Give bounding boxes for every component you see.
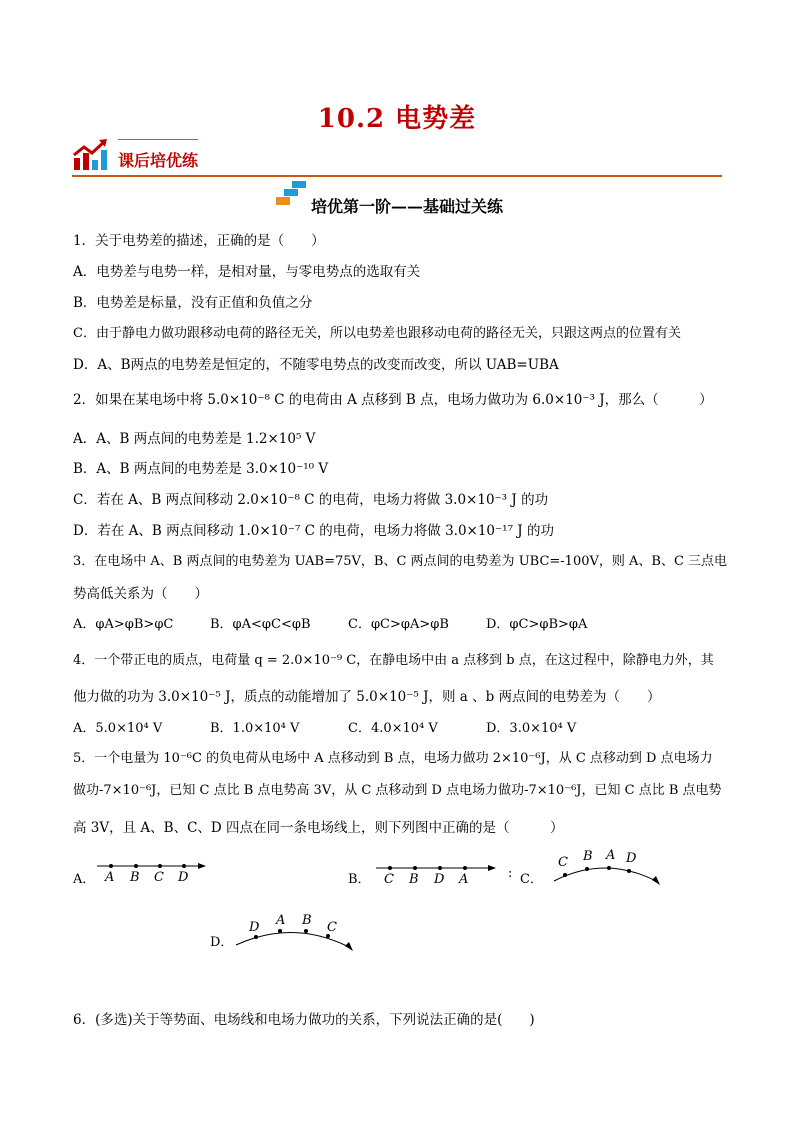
q5-separator: : (508, 866, 513, 881)
fig-d-label-3: B (302, 913, 312, 928)
q4-option-c: C．4.0×10⁴ V (348, 721, 438, 736)
q4-option-b: B．1.0×10⁴ V (210, 721, 300, 736)
q1-option-d: D．A、B两点的电势差是恒定的，不随零电势点的改变而改变，所以 UAB=UBA (73, 357, 559, 373)
fig-a-label-2: B (130, 870, 140, 885)
q2-option-b: B．A、B 两点间的电势差是 3.0×10⁻¹⁰ V (73, 461, 329, 477)
q2-option-d: D．若在 A、B 两点间移动 1.0×10⁻⁷ C 的电荷，电场力将做 3.0×10⁻¹⁷ J 的功 (73, 523, 554, 539)
q2-stem: 2．如果在某电场中将 5.0×10⁻⁸ C 的电荷由 A 点移到 B 点，电场力做功为 6.0×10⁻³ J，那么（ ） (73, 392, 713, 408)
section-accent-line (118, 139, 198, 140)
page-title: 10.2 电势差 (317, 104, 477, 134)
q1-option-b: B．电势差是标量，没有正值和负值之分 (73, 295, 313, 311)
q4-option-d: D．3.0×10⁴ V (486, 721, 577, 736)
fig-a-label-1: A (105, 870, 115, 885)
stairs-icon (276, 181, 308, 209)
q3-option-b: B．φA<φC<φB (210, 617, 311, 632)
q5-figure-a (94, 855, 214, 885)
q3-stem-line1: 3．在电场中 A、B 两点间的电势差为 UAB=75V，B、C 两点间的电势差为 UBC=-100V，则 A、B、C 三点电 (73, 554, 728, 569)
q5-stem-line1: 5．一个电量为 10⁻⁶C 的负电荷从电场中 A 点移动到 B 点，电场力做功 2×10⁻⁶J，从 C 点移动到 D 点电场力 (73, 751, 713, 766)
q3-option-c: C．φC>φA>φB (348, 617, 449, 632)
fig-a-label-4: D (178, 870, 189, 885)
q5-figure-c (550, 843, 665, 891)
fig-c-label-4: D (626, 851, 637, 866)
q5-figure-d (230, 907, 360, 955)
q3-stem-line2: 势高低关系为（ ） (73, 586, 208, 602)
q2-option-c: C．若在 A、B 两点间移动 2.0×10⁻⁸ C 的电荷，电场力将做 3.0×10⁻³ J 的功 (73, 492, 549, 508)
q5-stem-line2: 做功-7×10⁻⁶J，已知 C 点比 B 点电势高 3V，从 C 点移动到 D 点电场力做功-7×10⁻⁶J，已知 C 点比 B 点电势 (73, 783, 722, 798)
q5-figure-b (374, 857, 504, 887)
fig-c-label-2: B (583, 849, 593, 864)
fig-a-label-3: C (154, 870, 164, 885)
fig-b-label-2: B (409, 872, 419, 887)
fig-b-label-1: C (384, 872, 394, 887)
fig-b-label-4: A (459, 872, 469, 887)
q1-stem: 1．关于电势差的描述，正确的是（ ） (73, 233, 325, 249)
q1-option-a: A．电势差与电势一样，是相对量，与零电势点的选取有关 (73, 264, 421, 280)
fig-d-label-1: D (249, 920, 260, 935)
chart-growth-icon (72, 138, 108, 172)
q4-stem-line2: 他力做的功为 3.0×10⁻⁵ J，质点的动能增加了 5.0×10⁻⁵ J，则 a 、b 两点间的电势差为（ ） (73, 689, 661, 705)
q4-option-a: A．5.0×10⁴ V (73, 721, 163, 736)
q3-option-a: A．φA>φB>φC (73, 617, 174, 632)
q5-option-c-label: C． (520, 872, 543, 887)
q6-stem: 6．(多选)关于等势面、电场线和电场力做功的关系，下列说法正确的是( ) (73, 1012, 535, 1028)
stage-title: 培优第一阶——基础过关练 (311, 197, 504, 216)
fig-c-label-3: A (606, 848, 616, 863)
q5-option-d-label: D． (210, 935, 234, 950)
q3-option-d: D．φC>φB>φA (486, 617, 588, 632)
q5-option-b-label: B． (348, 872, 371, 887)
q5-option-a-label: A． (73, 872, 96, 887)
q2-option-a: A．A、B 两点间的电势差是 1.2×10⁵ V (73, 431, 316, 447)
fig-d-label-2: A (276, 913, 286, 928)
fig-b-label-3: D (434, 872, 445, 887)
q4-stem-line1: 4．一个带正电的质点，电荷量 q = 2.0×10⁻⁹ C，在静电场中由 a 点移到 b 点，在这过程中，除静电力外，其 (73, 653, 714, 668)
q5-stem-line3: 高 3V，且 A、B、C、D 四点在同一条电场线上，则下列图中正确的是（ ） (73, 820, 564, 836)
section-label: 课后培优练 (118, 151, 199, 170)
q1-option-c: C．由于静电力做功跟移动电荷的路径无关，所以电势差也跟移动电荷的路径无关，只跟这两点的位置有关 (73, 326, 681, 341)
fig-c-label-1: C (558, 855, 568, 870)
section-divider (72, 175, 722, 177)
fig-d-label-4: C (327, 920, 337, 935)
